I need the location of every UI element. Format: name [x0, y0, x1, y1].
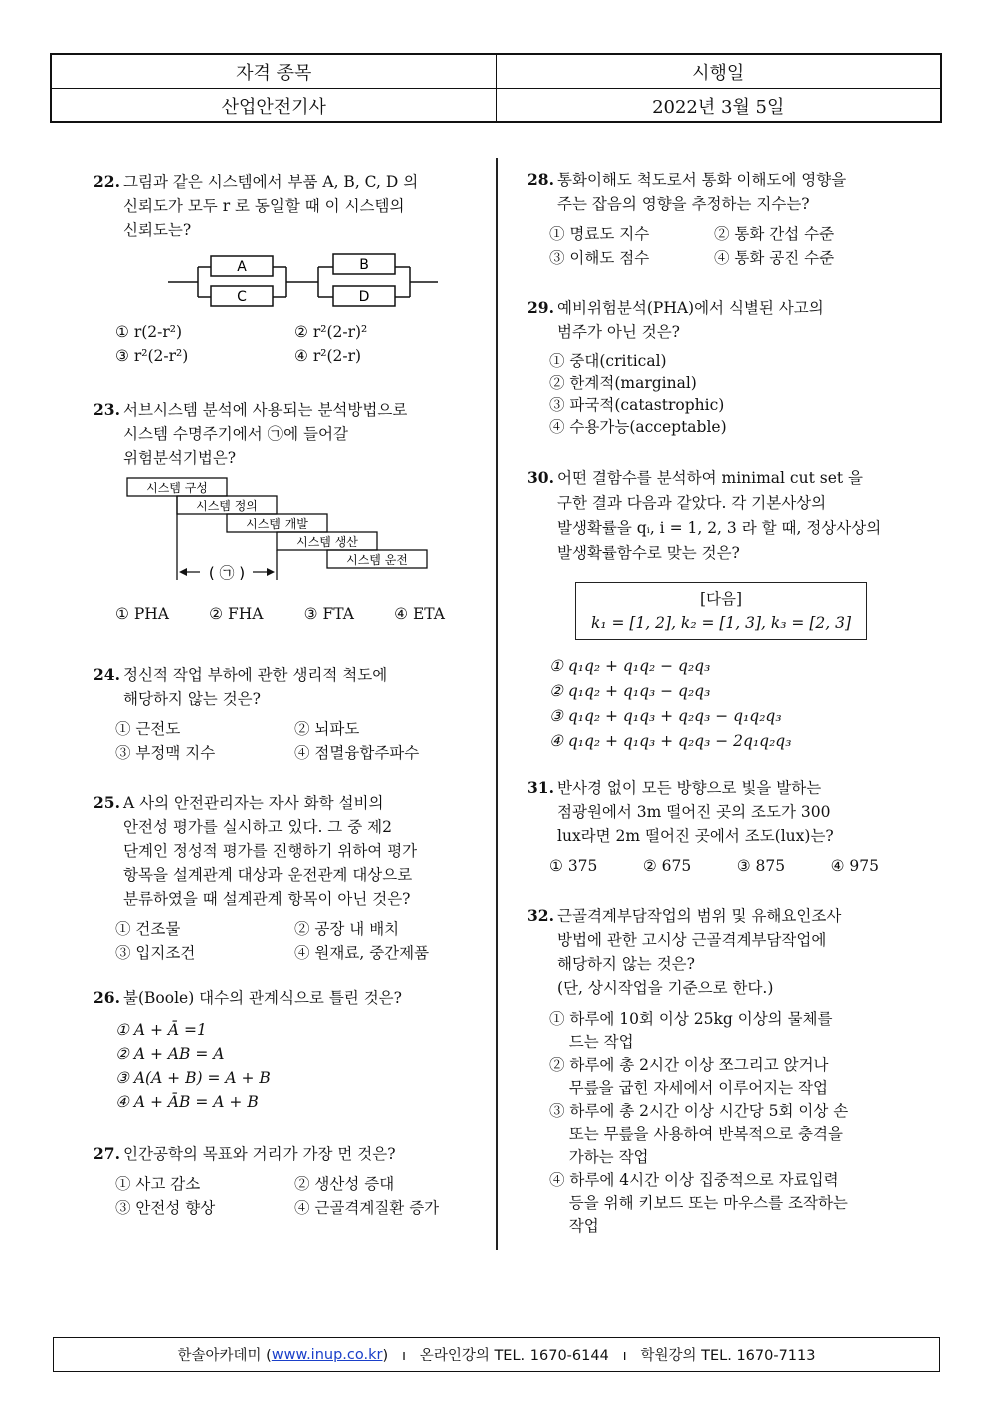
option-3[interactable]: ③ 부정맥 지수: [115, 744, 216, 762]
question-23: [93, 398, 473, 626]
answer-options: [115, 717, 473, 765]
question-number: 24.: [93, 665, 120, 684]
question-text: 어떤 결함수를 분석하여 minimal cut set 을 구한 결과 다음과 같았다. 각 기본사상의 발생확률을 qᵢ, i = 1, 2, 3 라 할 때, 정상사상의 발생확률함수로 맞는 것은?: [557, 469, 882, 562]
question-26: [93, 986, 473, 1114]
question-number: 23.: [93, 400, 120, 419]
question-29: [527, 296, 917, 438]
question-24: [93, 663, 473, 765]
option-4[interactable]: ④ 수용가능(acceptable): [549, 418, 727, 436]
publisher-website-link[interactable]: www.inup.co.kr: [271, 1346, 383, 1363]
question-text: 예비위험분석(PHA)에서 식별된 사고의 범주가 아닌 것은?: [557, 299, 824, 341]
option-4[interactable]: ④ 통화 공진 수준: [714, 249, 835, 267]
option-2[interactable]: ② r²(2-r)²: [294, 323, 368, 341]
stage-operation: 시스템 운전: [346, 553, 408, 567]
option-1[interactable]: ① 하루에 10회 이상 25kg 이상의 물체를 드는 작업: [549, 1010, 833, 1051]
header-row-values: [52, 89, 940, 122]
option-1[interactable]: ① 375: [549, 857, 598, 875]
option-4[interactable]: ④ ETA: [394, 605, 445, 623]
header-cell-exam-date-label: 시행일: [692, 62, 745, 84]
answer-options: [549, 654, 917, 754]
block-a-label: A: [237, 259, 247, 275]
stage-composition: 시스템 구성: [146, 481, 208, 495]
question-text: 정신적 작업 부하에 관한 생리적 척도에 해당하지 않는 것은?: [123, 666, 388, 708]
option-1[interactable]: ① q₁q₂ + q₁q₂ − q₂q₃: [549, 657, 711, 675]
question-number: 29.: [527, 298, 554, 317]
option-3[interactable]: ③ 안전성 향상: [115, 1199, 216, 1217]
option-4[interactable]: ④ q₁q₂ + q₁q₃ + q₂q₃ − 2q₁q₂q₃: [549, 732, 792, 750]
question-text: A 사의 안전관리자는 자사 화학 설비의 안전성 평가를 실시하고 있다. 그 중 제2 단계인 정성적 평가를 진행하기 위하여 평가 항목을 설계관계 대상과 운전관계 대상으로 분류하였을 때 설계관계 항목이 아닌 것은?: [123, 794, 418, 908]
blank-marker: ( ㉠ ): [208, 564, 246, 582]
option-4[interactable]: ④ 하루에 4시간 이상 집중적으로 자료입력 등을 위해 키보드 또는 마우스를 조작하는 작업: [549, 1171, 848, 1235]
question-text: 반사경 없이 모든 방향으로 빛을 발하는 점광원에서 3m 떨어진 곳의 조도가 300 lux라면 2m 떨어진 곳에서 조도(lux)는?: [557, 779, 834, 845]
option-3[interactable]: ③ 이해도 점수: [549, 249, 650, 267]
answer-options: [115, 1018, 473, 1114]
option-2[interactable]: ② A + AB = A: [115, 1045, 225, 1063]
option-2[interactable]: ② 통화 간섭 수준: [714, 225, 835, 243]
question-number: 32.: [527, 906, 554, 925]
question-31: [527, 776, 917, 878]
publisher-footer: [53, 1337, 940, 1372]
option-1[interactable]: ① r(2-r²): [115, 323, 183, 341]
question-text: 불(Boole) 대수의 관계식으로 틀린 것은?: [123, 989, 402, 1007]
question-text: 근골격계부담작업의 범위 및 유해요인조사 방법에 관한 고시상 근골격계부담작업에 해당하지 않는 것은? (단, 상시작업을 기준으로 한다.): [557, 907, 842, 997]
option-1[interactable]: ① PHA: [115, 605, 169, 623]
system-lifecycle-diagram: [125, 476, 445, 588]
stage-production: 시스템 생산: [296, 535, 358, 549]
option-2[interactable]: ② 하루에 총 2시간 이상 쪼그리고 앉거나 무릎을 굽힌 자세에서 이루어지는 작업: [549, 1056, 829, 1097]
option-3[interactable]: ③ r²(2-r²): [115, 347, 189, 365]
question-number: 26.: [93, 988, 120, 1007]
answer-options: [549, 854, 879, 878]
header-cell-exam-date-value: 2022년 3월 5일: [652, 96, 785, 118]
question-25: [93, 791, 473, 965]
option-2[interactable]: ② 공장 내 배치: [294, 920, 400, 938]
question-text: 통화이해도 척도로서 통화 이해도에 영향을 주는 잡음의 영향을 추정하는 지수는?: [557, 171, 847, 213]
option-4[interactable]: ④ 점멸융합주파수: [294, 744, 420, 762]
reliability-block-diagram: [168, 252, 448, 312]
question-text: 인간공학의 목표와 거리가 가장 먼 것은?: [123, 1145, 396, 1163]
answer-options: [549, 350, 917, 438]
block-d-label: D: [358, 289, 370, 305]
option-4[interactable]: ④ r²(2-r): [294, 347, 362, 365]
option-1[interactable]: ① 건조물: [115, 920, 181, 938]
option-2[interactable]: ② q₁q₂ + q₁q₃ − q₂q₃: [549, 682, 711, 700]
option-2[interactable]: ② 675: [642, 857, 692, 875]
option-1[interactable]: ① 명료도 지수: [549, 225, 650, 243]
column-divider: [496, 158, 498, 1250]
option-1[interactable]: ① 근전도: [115, 720, 181, 738]
answer-options: [549, 1008, 917, 1238]
header-cell-exam-type-value: 산업안전기사: [52, 89, 497, 122]
question-27: [93, 1142, 473, 1220]
stage-development: 시스템 개발: [246, 517, 308, 531]
question-number: 31.: [527, 778, 554, 797]
option-2[interactable]: ② 생산성 증대: [294, 1175, 395, 1193]
option-1[interactable]: ① A + Ā =1: [115, 1021, 207, 1039]
minimal-cut-sets: k₁ = [1, 2], k₂ = [1, 3], k₃ = [2, 3]: [590, 614, 852, 632]
answer-options: [115, 917, 473, 965]
answer-options: [115, 1172, 473, 1220]
question-number: 25.: [93, 793, 120, 812]
question-30: [527, 466, 917, 754]
option-2[interactable]: ② 한계적(marginal): [549, 374, 697, 392]
option-1[interactable]: ① 중대(critical): [549, 352, 667, 370]
question-number: 27.: [93, 1144, 120, 1163]
question-number: 30.: [527, 468, 554, 487]
block-c-label: C: [237, 289, 247, 305]
stage-definition: 시스템 정의: [196, 499, 258, 513]
question-number: 28.: [527, 170, 554, 189]
question-32: [527, 904, 917, 1238]
answer-options: [549, 222, 879, 270]
option-4[interactable]: ④ A + ĀB = A + B: [115, 1093, 259, 1111]
option-1[interactable]: ① 사고 감소: [115, 1175, 201, 1193]
option-4[interactable]: ④ 975: [830, 857, 879, 875]
option-3[interactable]: ③ q₁q₂ + q₁q₃ + q₂q₃ − q₁q₂q₃: [549, 707, 782, 725]
question-22: [93, 170, 473, 368]
option-4[interactable]: ④ 근골격계질환 증가: [294, 1199, 440, 1217]
option-3[interactable]: ③ 875: [736, 857, 786, 875]
question-text: 그림과 같은 시스템에서 부품 A, B, C, D 의 신뢰도가 모두 r 로 동일할 때 이 시스템의 신뢰도는?: [123, 173, 419, 239]
header-row-titles: [52, 55, 940, 89]
option-2[interactable]: ② FHA: [209, 605, 264, 623]
option-3[interactable]: ③ FTA: [303, 605, 354, 623]
option-3[interactable]: ③ 입지조건: [115, 944, 196, 962]
contact-phone-numbers: ) ı 온라인강의 TEL. 1670-6144 ı 학원강의 TEL. 1670-7113: [382, 1348, 816, 1364]
question-number: 22.: [93, 172, 120, 191]
given-conditions-caption: [다음]: [694, 587, 748, 611]
option-3[interactable]: ③ A(A + B) = A + B: [115, 1069, 271, 1087]
publisher-name: 한솔아카데미 (: [177, 1348, 272, 1364]
block-b-label: B: [359, 257, 369, 273]
question-text: 서브시스템 분석에 사용되는 분석방법으로 시스템 수명주기에서 ㉠에 들어갈 위험분석기법은?: [123, 401, 408, 467]
option-3[interactable]: ③ 파국적(catastrophic): [549, 396, 725, 414]
answer-options: [115, 320, 473, 368]
question-28: [527, 168, 917, 270]
option-2[interactable]: ② 뇌파도: [294, 720, 360, 738]
option-4[interactable]: ④ 원재료, 중간제품: [294, 944, 430, 962]
answer-options: [115, 602, 445, 626]
exam-header-table: [50, 53, 942, 123]
option-3[interactable]: ③ 하루에 총 2시간 이상 시간당 5회 이상 손 또는 무릎을 사용하여 반복적으로 충격을 가하는 작업: [549, 1102, 849, 1166]
header-cell-exam-type-label: 자격 종목: [52, 55, 497, 88]
given-conditions-box: [575, 582, 867, 640]
